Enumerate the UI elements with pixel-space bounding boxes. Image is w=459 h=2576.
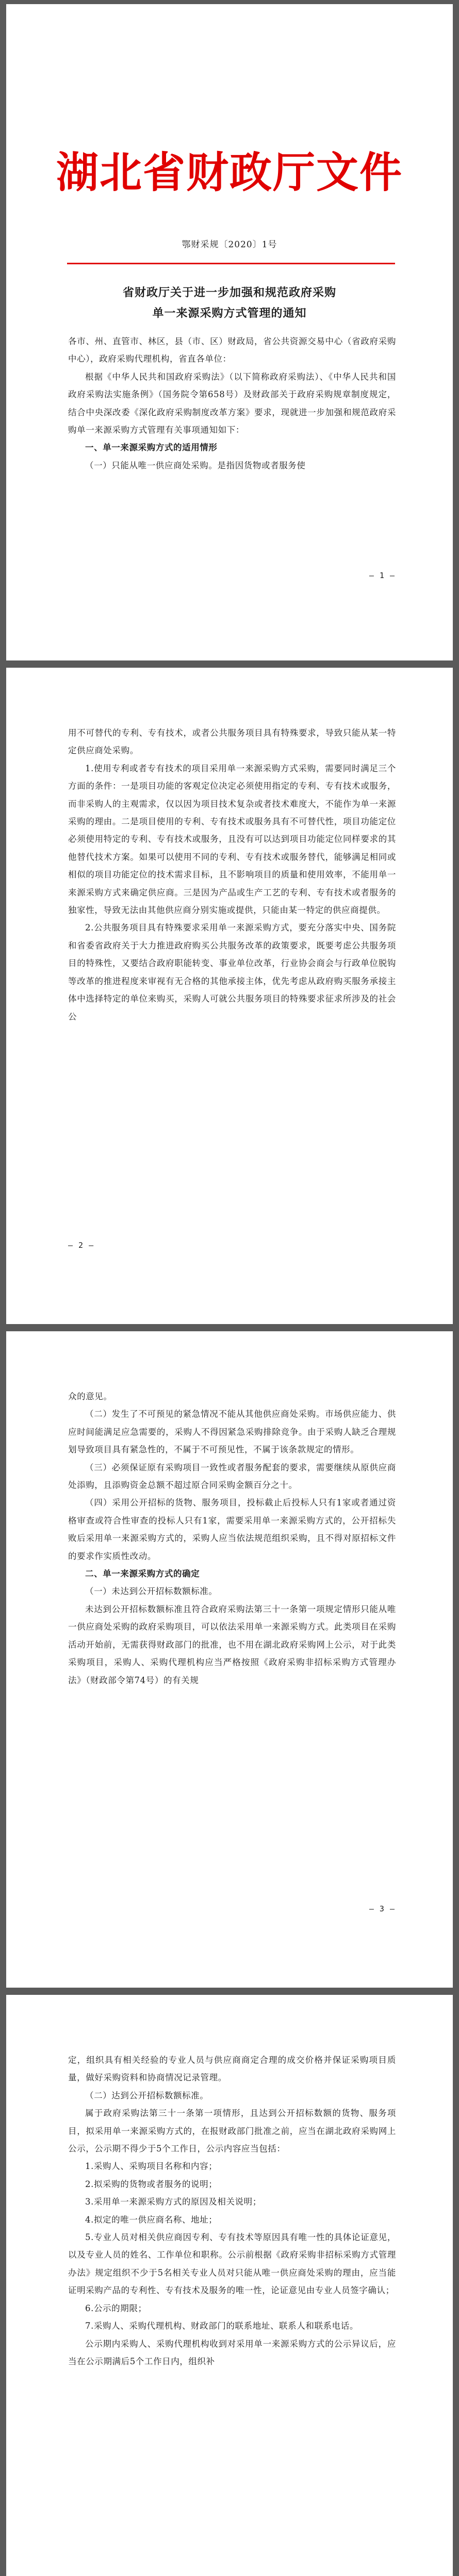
list-item: 4.拟定的唯一供应商名称、地址； xyxy=(85,2214,218,2225)
body-paragraph: （一）只能从唯一供应商处采购。是指因货物或者服务使 xyxy=(85,460,306,470)
body-paragraph: 1.使用专利或者专有技术的项目采用单一来源采购方式采购，需要同时满足三个方面的条件：一是项目功能的客观定位决定必须使用指定的专利、专有技术或服务，而非采购人的主观需求，仅以因为项目技术复杂或者技术难度大，不能作为单一来源采购的理由。二是项目使用的专利、专有技术或服务具有不可替代性，项目功能定位必须使用特定的专利、专有技术或服务，且没有可以达到项目功能定位同样要求的其他替代技术方案。如果可以使用不同的专利、专有技术或服务替代，能够满足相同或相似的项目功能定位的技术需求目标，且不影响项目的质量和使用效率，不能用单一来源采购方式来确定供应商。三是因为产品或生产工艺的专利、专有技术或者服务的独家性，导致无法由其他供应商分别实施或提供，只能由某一特定的供应商提供。 xyxy=(68,763,396,916)
body-paragraph: （三）必须保证原有采购项目一致性或者服务配套的要求，需要继续从原供应商处添购，且添购资金总额不超过原合同采购金额百分之十。 xyxy=(68,1462,396,1490)
list-item: 7.采购人、采购代理机构、财政部门的联系地址、联系人和联系电话。 xyxy=(85,2321,358,2331)
document-page-4 xyxy=(6,1995,453,2576)
document-page-3 xyxy=(6,1331,453,1988)
body-paragraph: 定，组织具有相关经验的专业人员与供应商商定合理的成交价格并保证采购项目质量，做好采购资料和协商情况记录管理。 xyxy=(68,2055,396,2083)
document-page-2 xyxy=(6,668,453,1324)
list-item: 6.公示的期限； xyxy=(85,2303,147,2313)
document-title-line-2: 单一来源采购方式管理的通知 xyxy=(152,307,307,320)
body-paragraph: （四）采用公开招标的货物、服务项目，投标截止后投标人只有1家或者通过资格审查或符合性审查的投标人只有1家，需要采用单一来源采购方式的，公开招标失败后采用单一来源采购方式的，采购人应当依法规范组织采购，且不得对原招标文件的要求作实质性改动。 xyxy=(68,1498,396,1561)
document-number: 鄂财采规〔2020〕1号 xyxy=(182,240,277,250)
document-title-line-1: 省财政厅关于进一步加强和规范政府采购 xyxy=(122,286,336,299)
body-paragraph: 用不可替代的专利、专有技术，或者公共服务项目具有特殊要求，导致只能从某一特定供应商处采购。 xyxy=(68,728,396,756)
list-item: 2.拟采购的货物或者服务的说明； xyxy=(85,2179,218,2189)
body-paragraph: 未达到公开招标数额标准且符合政府采购法第三十一条第一项规定情形只能从唯一供应商处采购的政府采购项目，可以依法采用单一来源采购方式。此类项目在采购活动开始前，无需获得财政部门的批准，也不用在湖北政府采购网上公示，对于此类采购项目，采购人、采购代理机构应当严格按照《政府采购非招标采购方式管理办法》（财政部令第74号）的有关规 xyxy=(68,1604,396,1685)
document-title xyxy=(6,282,453,324)
body-paragraph: 属于政府采购法第三十一条第一项情形，且达到公开招标数额的货物、服务项目，拟采用单一来源采购方式的，在报财政部门批准之前，应当在湖北政府采购网上公示，公示期不得少于5个工作日，公示内容应当包括： xyxy=(68,2108,396,2154)
page-2-body xyxy=(68,724,396,1026)
document-masthead: 湖北省财政厅文件 xyxy=(56,148,403,197)
subsection-heading: （二）达到公开招标数额标准。 xyxy=(85,2090,209,2100)
addressee-paragraph: 各市、州、直管市、林区，县（市、区）财政局，省公共资源交易中心（省政府采购中心），政府采购代理机构，省直各单位： xyxy=(68,336,396,364)
body-paragraph: 2.公共服务项目具有特殊要求采用单一来源采购方式，要充分落实中央、国务院和省委省政府关于大力推进政府购买公共服务改革的政策要求，既要考虑公共服务项目的特殊性，又要结合政府职能转变、事业单位改革，行业协会商会与行政单位脱钩等改革的推进程度来审视有无合格的其他承接主体，优先考虑从政府购买服务承接主体中选择特定的单位来购买，采购人可就公共服务项目的特殊要求征求所涉及的社会公 xyxy=(68,923,396,1022)
page-number: — 3 — xyxy=(369,1904,395,1913)
list-item: 5.专业人员对相关供应商因专利、专有技术等原因具有唯一性的具体论证意见，以及专业人员的姓名、工作单位和职称。公示前根据《政府采购非招标采购方式管理办法》规定组织不少于5名相关专业人员对只能从唯一供应商处采购的理由，应当能证明采购产品的专利性、专有技术及服务的唯一性，论证意见由专业人员签字确认； xyxy=(68,2232,396,2296)
page-number: — 2 — xyxy=(68,1241,94,1250)
body-paragraph: （二）发生了不可预见的紧急情况不能从其他供应商处采购。市场供应能力、供应时间能满足应急需要的，采购人不得因紧急采购排除竞争。由于采购人缺乏合理规划导致项目具有紧急性的，不属于不可预见性，不属于该条款规定的情形。 xyxy=(68,1409,396,1455)
list-item: 1.采购人、采购项目名称和内容； xyxy=(85,2161,218,2172)
list-item: 3.采用单一来源采购方式的原因及相关说明； xyxy=(85,2197,261,2207)
body-paragraph: 众的意见。 xyxy=(68,1392,112,1401)
section-heading: 一、单一来源采购方式的适用情形 xyxy=(85,443,218,453)
body-paragraph: 根据《中华人民共和国政府采购法》（以下简称政府采购法）、《中华人民共和国政府采购法实施条例》（国务院令第658号）及财政部关于政府采购规章制度规定，结合中央深改委《深化政府采购制度改革方案》要求，现就进一步加强和规范政府采购单一来源采购方式管理有关事项通知如下： xyxy=(68,371,396,435)
page-1-body xyxy=(68,333,396,474)
subsection-heading: （一）未达到公开招标数额标准。 xyxy=(85,1586,218,1597)
red-divider-line xyxy=(67,263,395,264)
page-4-body xyxy=(68,2052,396,2370)
section-heading: 二、单一来源采购方式的确定 xyxy=(85,1569,200,1579)
body-paragraph: 公示期内采购人、采购代理机构收到对采用单一来源采购方式的公示异议后，应当在公示期满后5个工作日内，组织补 xyxy=(68,2338,396,2366)
page-3-body xyxy=(68,1388,396,1689)
page-number: — 1 — xyxy=(369,571,395,580)
document-page-1 xyxy=(6,4,453,660)
